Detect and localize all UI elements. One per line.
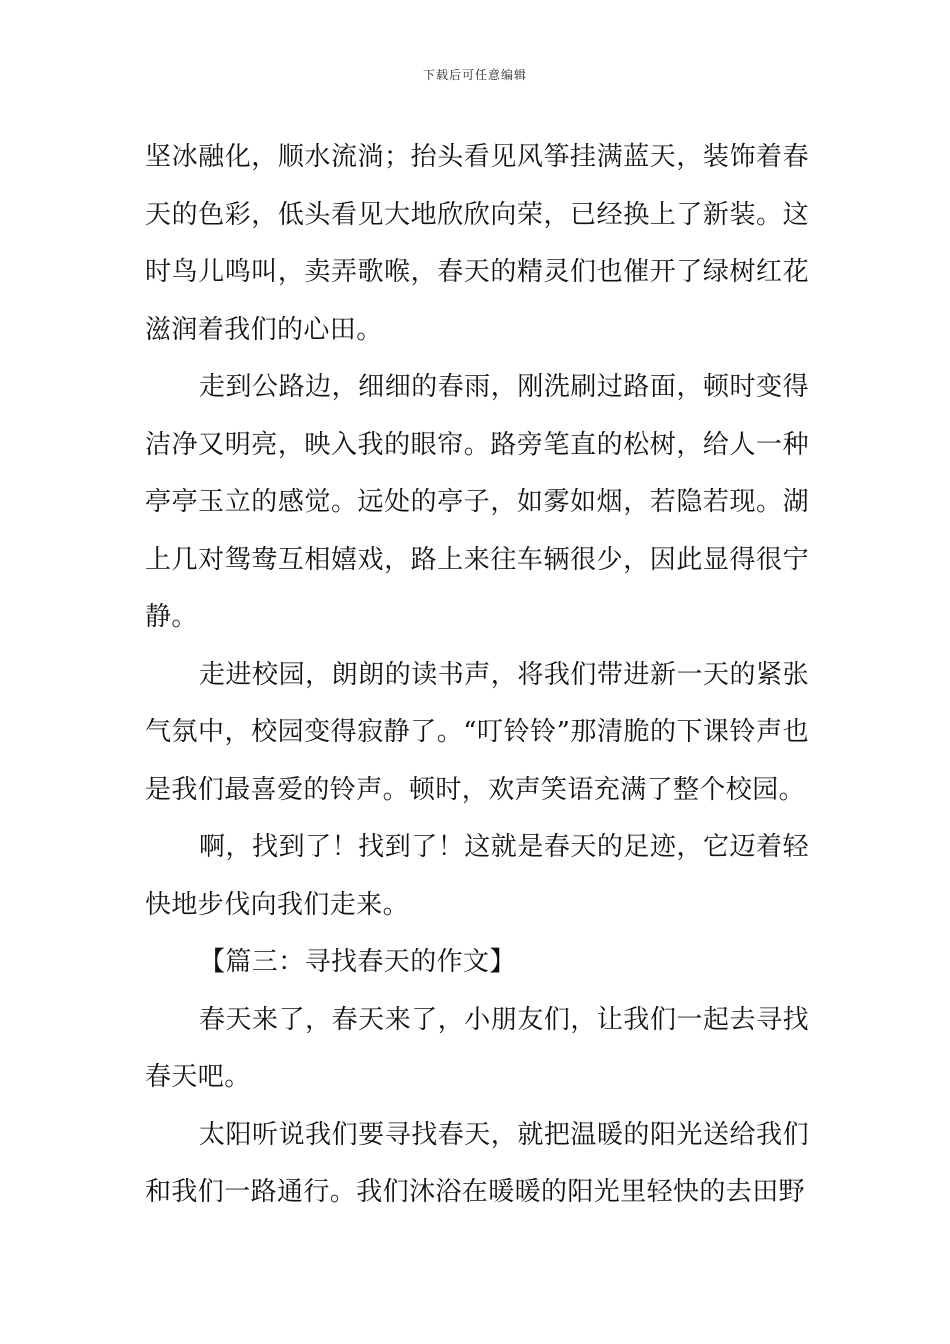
paragraph-3: 走进校园，朗朗的读书声，将我们带进新一天的紧张气氛中，校园变得寂静了。“叮铃铃”那清脆的下课铃声也是我们最喜爱的铃声。顿时，欢声笑语充满了整个校园。 <box>145 659 809 805</box>
paragraph-4: 啊，找到了！找到了！这就是春天的足迹，它迈着轻快地步伐向我们走来。 <box>145 832 809 920</box>
document-body <box>145 129 809 1222</box>
paragraph-5: 春天来了，春天来了，小朋友们，让我们一起去寻找春天吧。 <box>145 1004 809 1092</box>
paragraph-2: 走到公路边，细细的春雨，刚洗刷过路面，顿时变得洁净又明亮，映入我的眼帘。路旁笔直的松树，给人一种亭亭玉立的感觉。远处的亭子，如雾如烟，若隐若现。湖上几对鸳鸯互相嬉戏，路上来往车辆很少，因此显得很宁静。 <box>145 372 809 632</box>
page-header: 下载后可任意编辑 <box>422 68 527 82</box>
section-heading: 【篇三：寻找春天的作文】 <box>199 947 516 977</box>
paragraph-1: 坚冰融化，顺水流淌；抬头看见风筝挂满蓝天，装饰着春天的色彩，低头看见大地欣欣向荣，已经换上了新装。这时鸟儿鸣叫，卖弄歌喉，春天的精灵们也催开了绿树红花滋润着我们的心田。 <box>145 142 809 345</box>
paragraph-6: 太阳听说我们要寻找春天，就把温暖的阳光送给我们和我们一路通行。我们沐浴在暖暖的阳光里轻快的去田野 <box>145 1119 809 1207</box>
